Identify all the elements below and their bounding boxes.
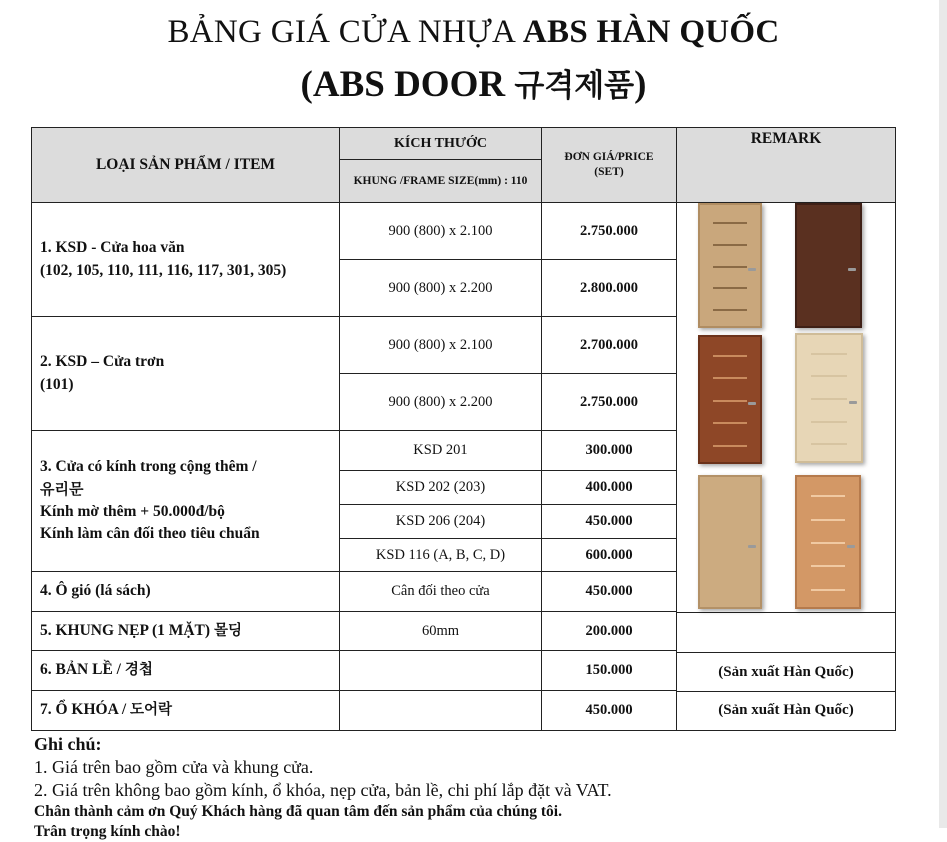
size-cell: 900 (800) x 2.100 <box>340 203 542 260</box>
header-item: LOẠI SẢN PHẨM / ITEM <box>32 128 340 203</box>
size-cell: 900 (800) x 2.200 <box>340 374 542 431</box>
price-cell: 300.000 <box>542 431 677 471</box>
header-size-sub: KHUNG /FRAME SIZE(mm) : 110 <box>340 160 542 203</box>
size-cell: KSD 202 (203) <box>340 471 542 505</box>
item-4-name: 4. Ô gió (lá sách) <box>40 582 151 600</box>
size-cell: 900 (800) x 2.200 <box>340 260 542 317</box>
size-cell <box>340 691 542 731</box>
price-cell: 2.800.000 <box>542 260 677 317</box>
price-cell: 450.000 <box>542 691 677 731</box>
header-price: ĐƠN GIÁ/PRICE (SET) <box>542 128 677 203</box>
subtitle-korean: 규격제품 <box>514 68 635 104</box>
note-line-1: 1. Giá trên bao gồm cửa và khung cửa. <box>34 757 314 777</box>
page-subtitle <box>0 60 947 106</box>
remark-cell-hinge: (Sản xuất Hàn Quốc) <box>677 652 895 692</box>
item-7-korean: 도어락 <box>130 702 173 719</box>
subtitle-latin: (ABS DOOR <box>300 64 515 105</box>
notes-heading: Ghi chú: <box>34 734 102 754</box>
closing-line: Trân trọng kính chào! <box>34 823 181 840</box>
table-row <box>32 691 896 731</box>
title-normal-text: BẢNG GIÁ CỬA NHỰA <box>167 14 523 50</box>
item-cell-6 <box>32 651 340 691</box>
item-6-korean: 경첩 <box>124 662 153 679</box>
item-3-note-frosted: Kính mờ thêm + 50.000đ/bộ <box>40 502 225 520</box>
size-cell: KSD 116 (A, B, C, D) <box>340 539 542 572</box>
item-6-name: 6. BẢN LỀ / <box>40 661 125 679</box>
header-remark: REMARK <box>677 128 896 203</box>
item-3-note-standard: Kính làm cân đối theo tiêu chuẩn <box>40 525 260 543</box>
item-cell-3 <box>32 431 340 572</box>
remark-cell-empty <box>677 612 895 652</box>
item-7-name: 7. Ổ KHÓA / <box>40 701 130 719</box>
item-1-name: 1. KSD - Cửa hoa văn <box>40 239 185 257</box>
item-2-models: (101) <box>40 375 74 393</box>
size-cell: KSD 206 (204) <box>340 505 542 539</box>
page-title <box>0 14 947 51</box>
price-cell: 450.000 <box>542 505 677 539</box>
notes-section <box>34 733 612 842</box>
note-line-2: 2. Giá trên không bao gồm kính, ổ khóa, nẹp cửa, bản lề, chi phí lắp đặt và VAT. <box>34 780 612 800</box>
table-row <box>32 203 896 260</box>
subtitle-close: ) <box>634 64 647 105</box>
item-cell-5 <box>32 612 340 651</box>
remark-cell: (Sản xuất Hàn Quốc) <box>677 691 896 731</box>
price-cell: 2.700.000 <box>542 317 677 374</box>
size-cell: KSD 201 <box>340 431 542 471</box>
item-3-name: 3. Cửa có kính trong cộng thêm / <box>40 458 257 476</box>
price-cell: 2.750.000 <box>542 203 677 260</box>
item-2-name: 2. KSD – Cửa trơn <box>40 353 165 371</box>
price-cell: 600.000 <box>542 539 677 572</box>
item-cell-7 <box>32 691 340 731</box>
size-cell <box>340 651 542 691</box>
thanks-line: Chân thành cảm ơn Quý Khách hàng đã quan tâm đến sản phẩm của chúng tôi. <box>34 803 562 820</box>
price-cell: 450.000 <box>542 572 677 612</box>
item-5-name: 5. KHUNG NẸP (1 MẶT) <box>40 621 214 639</box>
size-cell: 900 (800) x 2.100 <box>340 317 542 374</box>
item-5-korean: 몰딩 <box>213 622 242 639</box>
item-3-korean: 유리문 <box>40 479 84 498</box>
item-cell-4 <box>32 572 340 612</box>
header-size: KÍCH THƯỚC <box>340 128 542 160</box>
scrollbar-track[interactable] <box>939 0 947 828</box>
title-bold-text: ABS HÀN QUỐC <box>522 14 780 50</box>
size-cell: Cân đối theo cửa <box>340 572 542 612</box>
item-cell-1 <box>32 203 340 317</box>
price-cell: 150.000 <box>542 651 677 691</box>
size-cell: 60mm <box>340 612 542 651</box>
price-cell: 400.000 <box>542 471 677 505</box>
price-cell: 2.750.000 <box>542 374 677 431</box>
item-1-models: (102, 105, 110, 111, 116, 117, 301, 305) <box>40 261 287 279</box>
item-cell-2 <box>32 317 340 431</box>
price-cell: 200.000 <box>542 612 677 651</box>
